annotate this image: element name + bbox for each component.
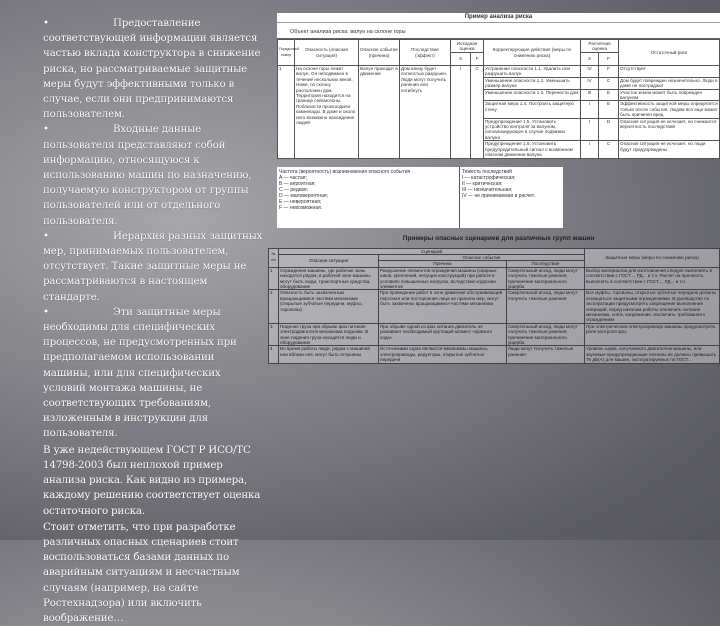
- cell-no: 1: [278, 66, 295, 159]
- legend-item: I — катастрофическая;: [462, 174, 516, 181]
- legend-item: II — критическая;: [462, 180, 503, 187]
- legend-item: A — частая;: [279, 174, 307, 181]
- scenarios-title: Примеры опасных сценариев для различных групп машин: [402, 234, 595, 242]
- cell-no: 1: [269, 267, 279, 290]
- frequency-legend: [277, 167, 460, 228]
- cell-s: I: [581, 141, 599, 158]
- risk-table-title: Пример анализа риска: [277, 13, 720, 23]
- cell-f: C: [599, 77, 619, 89]
- right-column: [268, 13, 720, 364]
- cell-f: F: [599, 66, 619, 78]
- cell-consequence: Люди могут получить тяжелые ранения: [507, 346, 585, 363]
- cell-consequence: Смертельный исход, люди могут получить тяжелые ранения, причинение материального ущерба: [507, 323, 585, 346]
- cell-residual: Опасная ситуация не исчезает, но снижается вероятность последствий: [619, 118, 720, 141]
- cell-event: Валун приходит в движение: [359, 66, 400, 159]
- cell-residual: Дом будет поврежден незначительно. Люди в доме не пострадают: [620, 77, 718, 89]
- bullet-text: Иерархия разных защитных мер, принимаемых пользователем, отсутствует. Такие защитные меры не рассматриваются в настоящем стандарте.: [43, 229, 263, 303]
- legend-item: F — невозможная.: [279, 204, 323, 211]
- cell-no: 3: [269, 323, 279, 346]
- frequency-title: Частота (вероятность) возникновения опасного события: [279, 168, 411, 175]
- th-consequence: Последствие: [507, 261, 585, 267]
- bullet-3: • Иерархия разных защитных мер, принимаемых пользователем, отсутствует. Такие защитные меры не рассматриваются в настоящем стандарте.: [43, 229, 263, 303]
- cell-s: IV: [581, 77, 599, 89]
- cell-action: Предупреждение 1.5. Установить устройство контроля за валуном, сигнализирующее в случае подвижки валуна: [484, 118, 581, 141]
- cell-cause: Источниками шума являются механизмы машины, электроприводы, редукторы, открытые зубчатые передачи: [379, 346, 507, 363]
- th-no: Порядковый номер: [278, 40, 295, 66]
- cell-f: C: [599, 141, 619, 158]
- legend-item: B — вероятная;: [279, 180, 316, 187]
- cell-situation: Падение груза при обрыве фаз питания электродвигателя механизма подъема. В зоне падения груза находятся люди и оборудование: [279, 323, 379, 346]
- cell-cause: При проведении работ в зоне движения обслуживающий персонал или посторонние лица не приняли мер, могут быть захвачены вращающимися частями механизма: [379, 290, 507, 323]
- cell-s: III: [581, 89, 599, 101]
- bullet-4: • Эти защитные меры необходимы для специфических процессов, не предусмотренных при предполагаемом использовании машины, или для специфических условий монтажа машины, не соответствующих требованиям, изложенным в инструкции для пользователя.: [43, 305, 237, 440]
- cell-residual: Участок земли может быть поврежден валуном: [619, 89, 720, 101]
- th-situation: Опасная ситуация: [279, 254, 379, 267]
- cell-measures: Выбор материалов для изготовления следует выполнять в соответствии с ГОСТ..., РД... и т.п. Расчет на прочность выполнять в соответствии с ГОСТ..., РД... и т.п.: [585, 267, 720, 290]
- legend-item: C — редкая;: [279, 186, 308, 193]
- th-measures: Защитные меры (меры по снижению риска): [585, 248, 720, 267]
- th-initial: Исходная оценка: [451, 40, 484, 53]
- cell-action: Уменьшение опасности 1.2. Уменьшить размер валуна: [484, 77, 581, 89]
- table-row: [269, 323, 720, 346]
- cell-no: 4: [269, 346, 279, 363]
- severity-legend: [460, 167, 537, 228]
- table-row: [269, 346, 720, 363]
- bullet-2: • Входные данные пользователя представляют собой информацию, относящуюся к использованию машин по назначению, получаемую конструктором от группы пользователей или от отдельного пользователя.: [43, 123, 252, 227]
- th-final: Расчетная оценка: [581, 40, 619, 53]
- cell-consequence: Дом внизу будет полностью разрушен. Люди могут получить ранения или погибнуть: [400, 66, 451, 159]
- risk-analysis-table: [277, 13, 720, 159]
- cell-action: Предупреждение 1.6. Установить предупредительный сигнал о возможном опасном движении валуна: [484, 141, 581, 158]
- table-row: [269, 290, 720, 323]
- cell-situation: Ограждения машины, где рабочие зоны находятся рядом, в рабочей зоне машины могут быть люди, транспортные средства, оборудование: [279, 267, 379, 290]
- th-f: F: [599, 53, 619, 66]
- cell-action: Уменьшение опасности 1.3. Перенести дом: [484, 89, 581, 101]
- th-consequence: Последствие (эффект): [400, 40, 451, 66]
- th-no: № п/п: [269, 248, 279, 267]
- table-row: [278, 66, 720, 78]
- th-event: Опасное событие (причина): [359, 40, 400, 66]
- scenarios-table: [268, 248, 720, 364]
- cell-s: I: [581, 118, 599, 141]
- cell-f: C: [471, 66, 484, 159]
- th-event: Опасное событие: [379, 254, 585, 260]
- cell-s: I: [451, 66, 471, 159]
- th-residual: Остаточный риск: [619, 40, 720, 66]
- cell-action: Устранение опасности 1.1. Удалить или разрушить валун: [484, 66, 581, 78]
- legend-item: III — незначительная;: [462, 186, 513, 193]
- legend-box: [277, 167, 563, 228]
- cell-f: E: [599, 101, 619, 118]
- th-corrective: Корректирующие действия (меры по снижению риска): [484, 40, 581, 66]
- cell-s: IV: [581, 66, 599, 78]
- cell-measures: Уровень шума, излучаемого двигателем машины, или звуковые предупреждающие сигналы не должны превышать 75 дБ(А) для машин, эксплуатируемых по ГОСТ...: [585, 346, 720, 363]
- cell-action: Защитная мера 1.4. Построить защитную стену: [484, 101, 581, 118]
- body-text: [43, 16, 263, 626]
- cell-f: E: [599, 89, 619, 101]
- bullet-text: Предоставление соответствующей информации является частью вклада конструктора в снижение риска, но рассматриваемые защитные меры будут эффективными только в случае, если они предпринимаются пользователем.: [43, 17, 261, 121]
- legend-item: E — невероятная;: [279, 198, 322, 205]
- legend-item: IV — не принимаемая в расчет.: [462, 192, 535, 199]
- cell-no: 2: [269, 290, 279, 323]
- bullet-text: Эти защитные меры необходимы для специфических процессов, не предусмотренных при предполагаемом использовании машины, или для специфических условий монтажа машины, не соответствующих требованиям, изложенным в инструкции для пользователя.: [43, 305, 237, 440]
- cell-hazard: На склоне горы лежит валун. Он неподвижен в течение нескольких веков. Ниже, по склону расположен дом. Территория находится на границе сейсмозоны. Поблизости происходили камнепады. В доме и около него возможно нахождение людей: [295, 66, 359, 159]
- th-f: F: [471, 53, 484, 66]
- table-row: [269, 267, 720, 290]
- cell-situation: Во время работы люди, рядом с машиной или вблизи неё, могут быть оглушены: [279, 346, 379, 363]
- paragraph-scenarios: Стоит отметить, что при разработке различных опасных сценариев стоит воспользоваться базами данных по аварийным ситуациям и несчастным случаям (например, на сайте Ростехнадзора) или включить воображение…: [43, 520, 240, 624]
- th-hazard: Опасность (опасная ситуация): [295, 40, 359, 66]
- cell-cause: При обрыве одной из фаз питания двигатель не развивает необходимый крутящий момент «прямого хода»: [379, 323, 507, 346]
- bullet-1: • Предоставление соответствующей информации является частью вклада конструктора в снижение риска, но рассматриваемые защитные меры будут эффективными только в случае, если они предпринимаются пользователем.: [43, 17, 261, 121]
- cell-cause: Разрушение элементов ограждения машины (сварных швов, креплений, несущих конструкций) при работе в условиях повышенных нагрузок, вследствие коррозии элементов: [379, 267, 507, 290]
- th-scenario: Сценарий: [279, 248, 585, 254]
- cell-residual: Опасная ситуация не исчезает, но люди будут предупреждены: [619, 141, 720, 158]
- cell-consequence: Смертельный исход, люди могут получить тяжелые ранения, причинение материального ущерба: [507, 267, 585, 290]
- th-s: S: [451, 53, 471, 66]
- th-cause: Причина: [379, 261, 507, 267]
- paragraph-gost: В уже недействующем ГОСТ Р ИСО/ТС 14798-2003 был неплохой пример анализа риска. Как видно из примера, каждому решению соответствует оценка остаточного риска.: [43, 443, 261, 517]
- legend-item: D — маловероятная;: [279, 192, 328, 199]
- risk-object: Объект анализа риска: валун на склоне горы: [277, 27, 720, 39]
- cell-f: D: [599, 118, 619, 141]
- cell-residual: Эффективность защитной меры определится только после события. Людям все еще может быть причинен вред: [620, 101, 718, 118]
- th-s: S: [581, 53, 599, 66]
- cell-residual: Отсутствует: [619, 66, 720, 78]
- cell-consequence: Смертельный исход, люди могут получить тяжелые ранения: [507, 290, 585, 323]
- bullet-text: Входные данные пользователя представляют собой информацию, относящуюся к использованию машин по назначению, получаемую конструктором от группы пользователей или от отдельного пользователя.: [43, 123, 252, 227]
- cell-s: I: [581, 101, 599, 118]
- severity-title: Тяжесть последствий: [462, 168, 512, 175]
- cell-situation: Опасность быть захваченным вращающимися частями механизма (открытые зубчатые передачи, муфты, торсионы): [279, 290, 379, 323]
- cell-measures: Все муфты, торсионы, открытые зубчатые передачи должны оснащаться защитными ограждениями. В руководстве по эксплуатации предусмотреть запрещение выполнения операций, перед началом работы отключить питание механизма, снять напряжение, исключить требования к ограждениям: [585, 290, 720, 323]
- cell-measures: При электрическом электроприводе машины предусмотреть реле контроля фаз: [585, 323, 720, 346]
